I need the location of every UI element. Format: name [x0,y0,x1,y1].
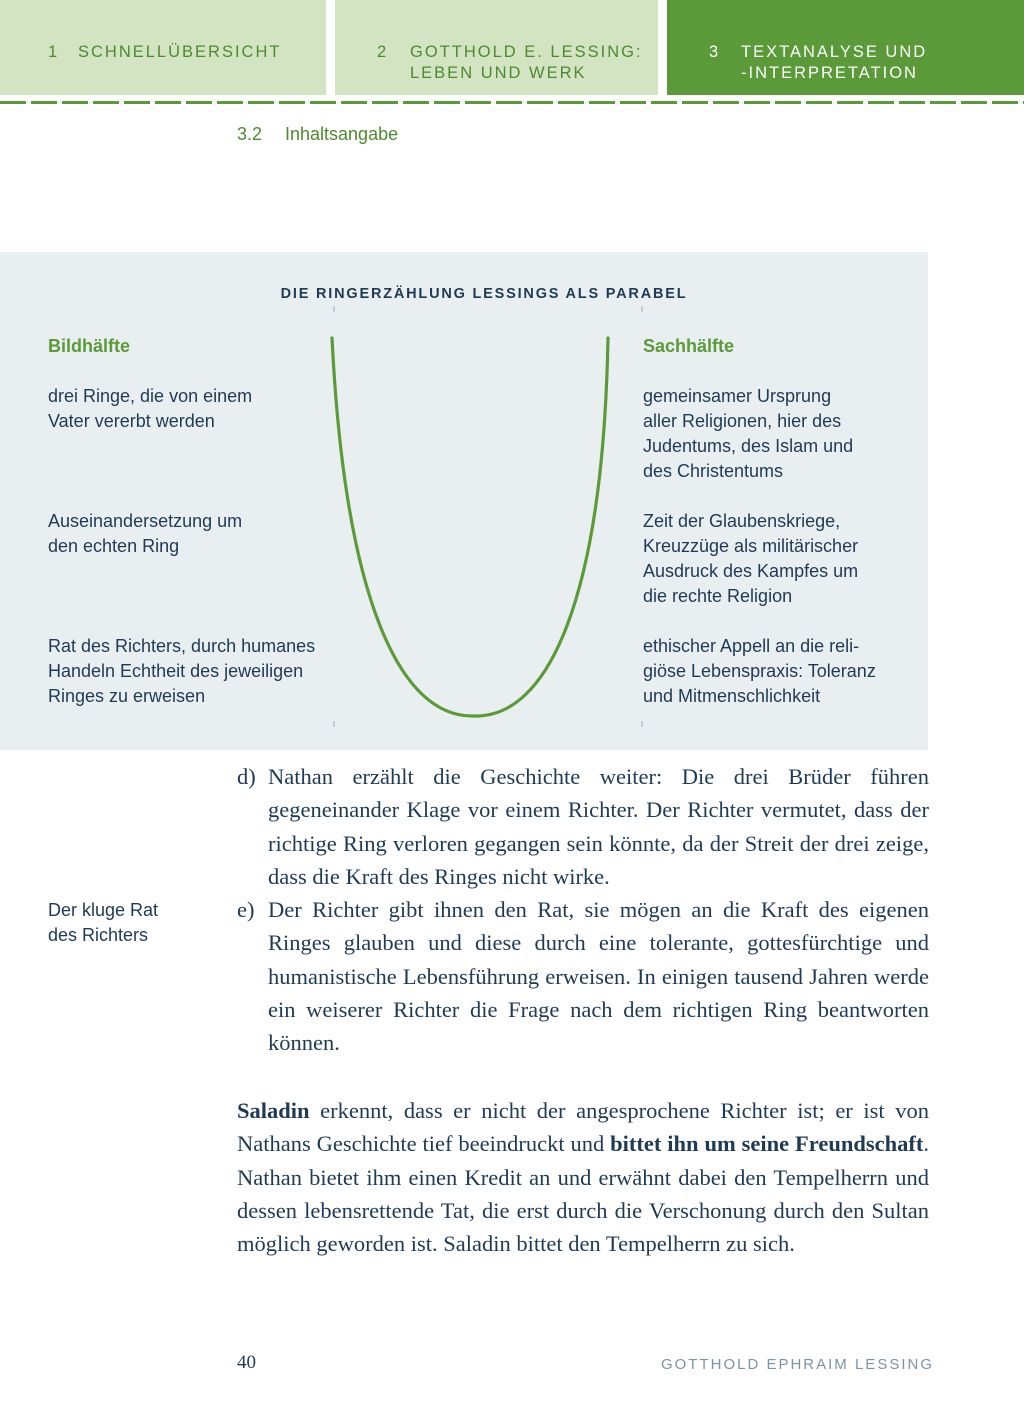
cell-line: des Christentums [643,461,784,481]
paragraph-text-2: . Nathan bietet ihm einen Kredit an und erwähnt dabei den Tempelherrn und dessen lebensrettende Tat, die erst durch die Verschonung durch den Sultan möglich geworden ist. Saladin bittet den Tempelherrn zu sich. [237,1131,929,1257]
sach-cell-2 [643,509,858,609]
u-curve-line [332,338,608,716]
margin-note-line: des Richters [48,925,149,945]
tab-label: SCHNELLÜBERSICHT [78,43,282,61]
bild-cell-2 [48,509,242,559]
cell-line: Vater vererbt werden [48,411,215,431]
section-title: Inhaltsangabe [285,124,399,144]
list-label: d) [237,764,256,789]
cell-line: Ringes zu erweisen [48,686,206,706]
tab-label-line-2: LEBEN UND WERK [410,64,587,82]
paragraph-text-1: erkennt, dass er nicht der angesprochene Richter ist; er ist von Nathans Geschichte tief beeindruckt und [237,1098,929,1157]
tab-label-line-1: TEXTANALYSE UND [741,43,928,61]
section-number: 3.2 [237,124,263,144]
cell-line: Kreuzzüge als militärischer [643,536,859,556]
cell-line: giöse Lebenspraxis: Toleranz [643,661,876,681]
margin-note-line: Der kluge Rat [48,900,159,920]
tab-number: 1 [48,43,60,61]
cell-line: Zeit der Glaubenskriege, [643,511,841,531]
bold-freundschaft: bittet ihn um seine Freundschaft [610,1131,924,1157]
diagram-title: DIE RINGERZÄHLUNG LESSINGS ALS PARABEL [280,286,688,302]
footer-book-title: GOTTHOLD EPHRAIM LESSING [660,1356,934,1373]
cell-line: den echten Ring [48,536,180,556]
cell-line: Handeln Echtheit des jeweiligen [48,661,304,681]
cell-line: Rat des Richters, durch humanes [48,636,316,656]
tab-number: 2 [377,43,389,61]
list-item-d [237,760,929,893]
list-item-e [237,893,929,1059]
tab-number: 3 [709,43,721,61]
cell-line: gemeinsamer Ursprung [643,386,832,406]
cell-line: drei Ringe, die von einem [48,386,253,406]
summary-paragraph [237,1094,929,1260]
sach-cell-3 [643,634,876,709]
list-label: e) [237,897,255,922]
tab-label-line-1: GOTTHOLD E. LESSING: [410,43,643,61]
cell-line: Auseinandersetzung um [48,511,243,531]
page-number: 40 [237,1352,256,1373]
bold-saladin: Saladin [237,1098,310,1123]
cell-line: aller Religionen, hier des [643,411,842,431]
bildhaelfte-heading: Bildhälfte [48,336,131,356]
tab-label-line-2: -INTERPRETATION [741,64,918,82]
cell-line: und Mitmenschlichkeit [643,686,821,706]
bild-cell-1 [48,384,252,434]
bild-cell-3 [48,634,315,709]
cell-line: die rechte Religion [643,586,793,606]
list-text: Der Richter gibt ihnen den Rat, sie mögen an die Kraft des eigenen Ringes glauben und diese durch eine tolerante, gottesfürchtige und humanistische Lebensführung erweisen. In einigen tausend Jahren werde ein weiserer Richter die Frage nach dem richtigen Ring beantworten können. [268,897,929,1056]
cell-line: ethischer Appell an die reli- [643,636,860,656]
margin-note [48,898,158,948]
sachhaelfte-heading: Sachhälfte [643,336,735,356]
cell-line: Ausdruck des Kampfes um [643,561,859,581]
sach-cell-1 [643,384,853,484]
list-text: Nathan erzählt die Geschichte weiter: Die drei Brüder führen gegeneinander Klage vor einem Richter. Der Richter vermutet, dass der richtige Ring verloren gegangen sein könnte, da der Streit der drei zeige, dass die Kraft des Ringes nicht wirke. [268,764,929,889]
cell-line: Judentums, des Islam und [643,436,854,456]
